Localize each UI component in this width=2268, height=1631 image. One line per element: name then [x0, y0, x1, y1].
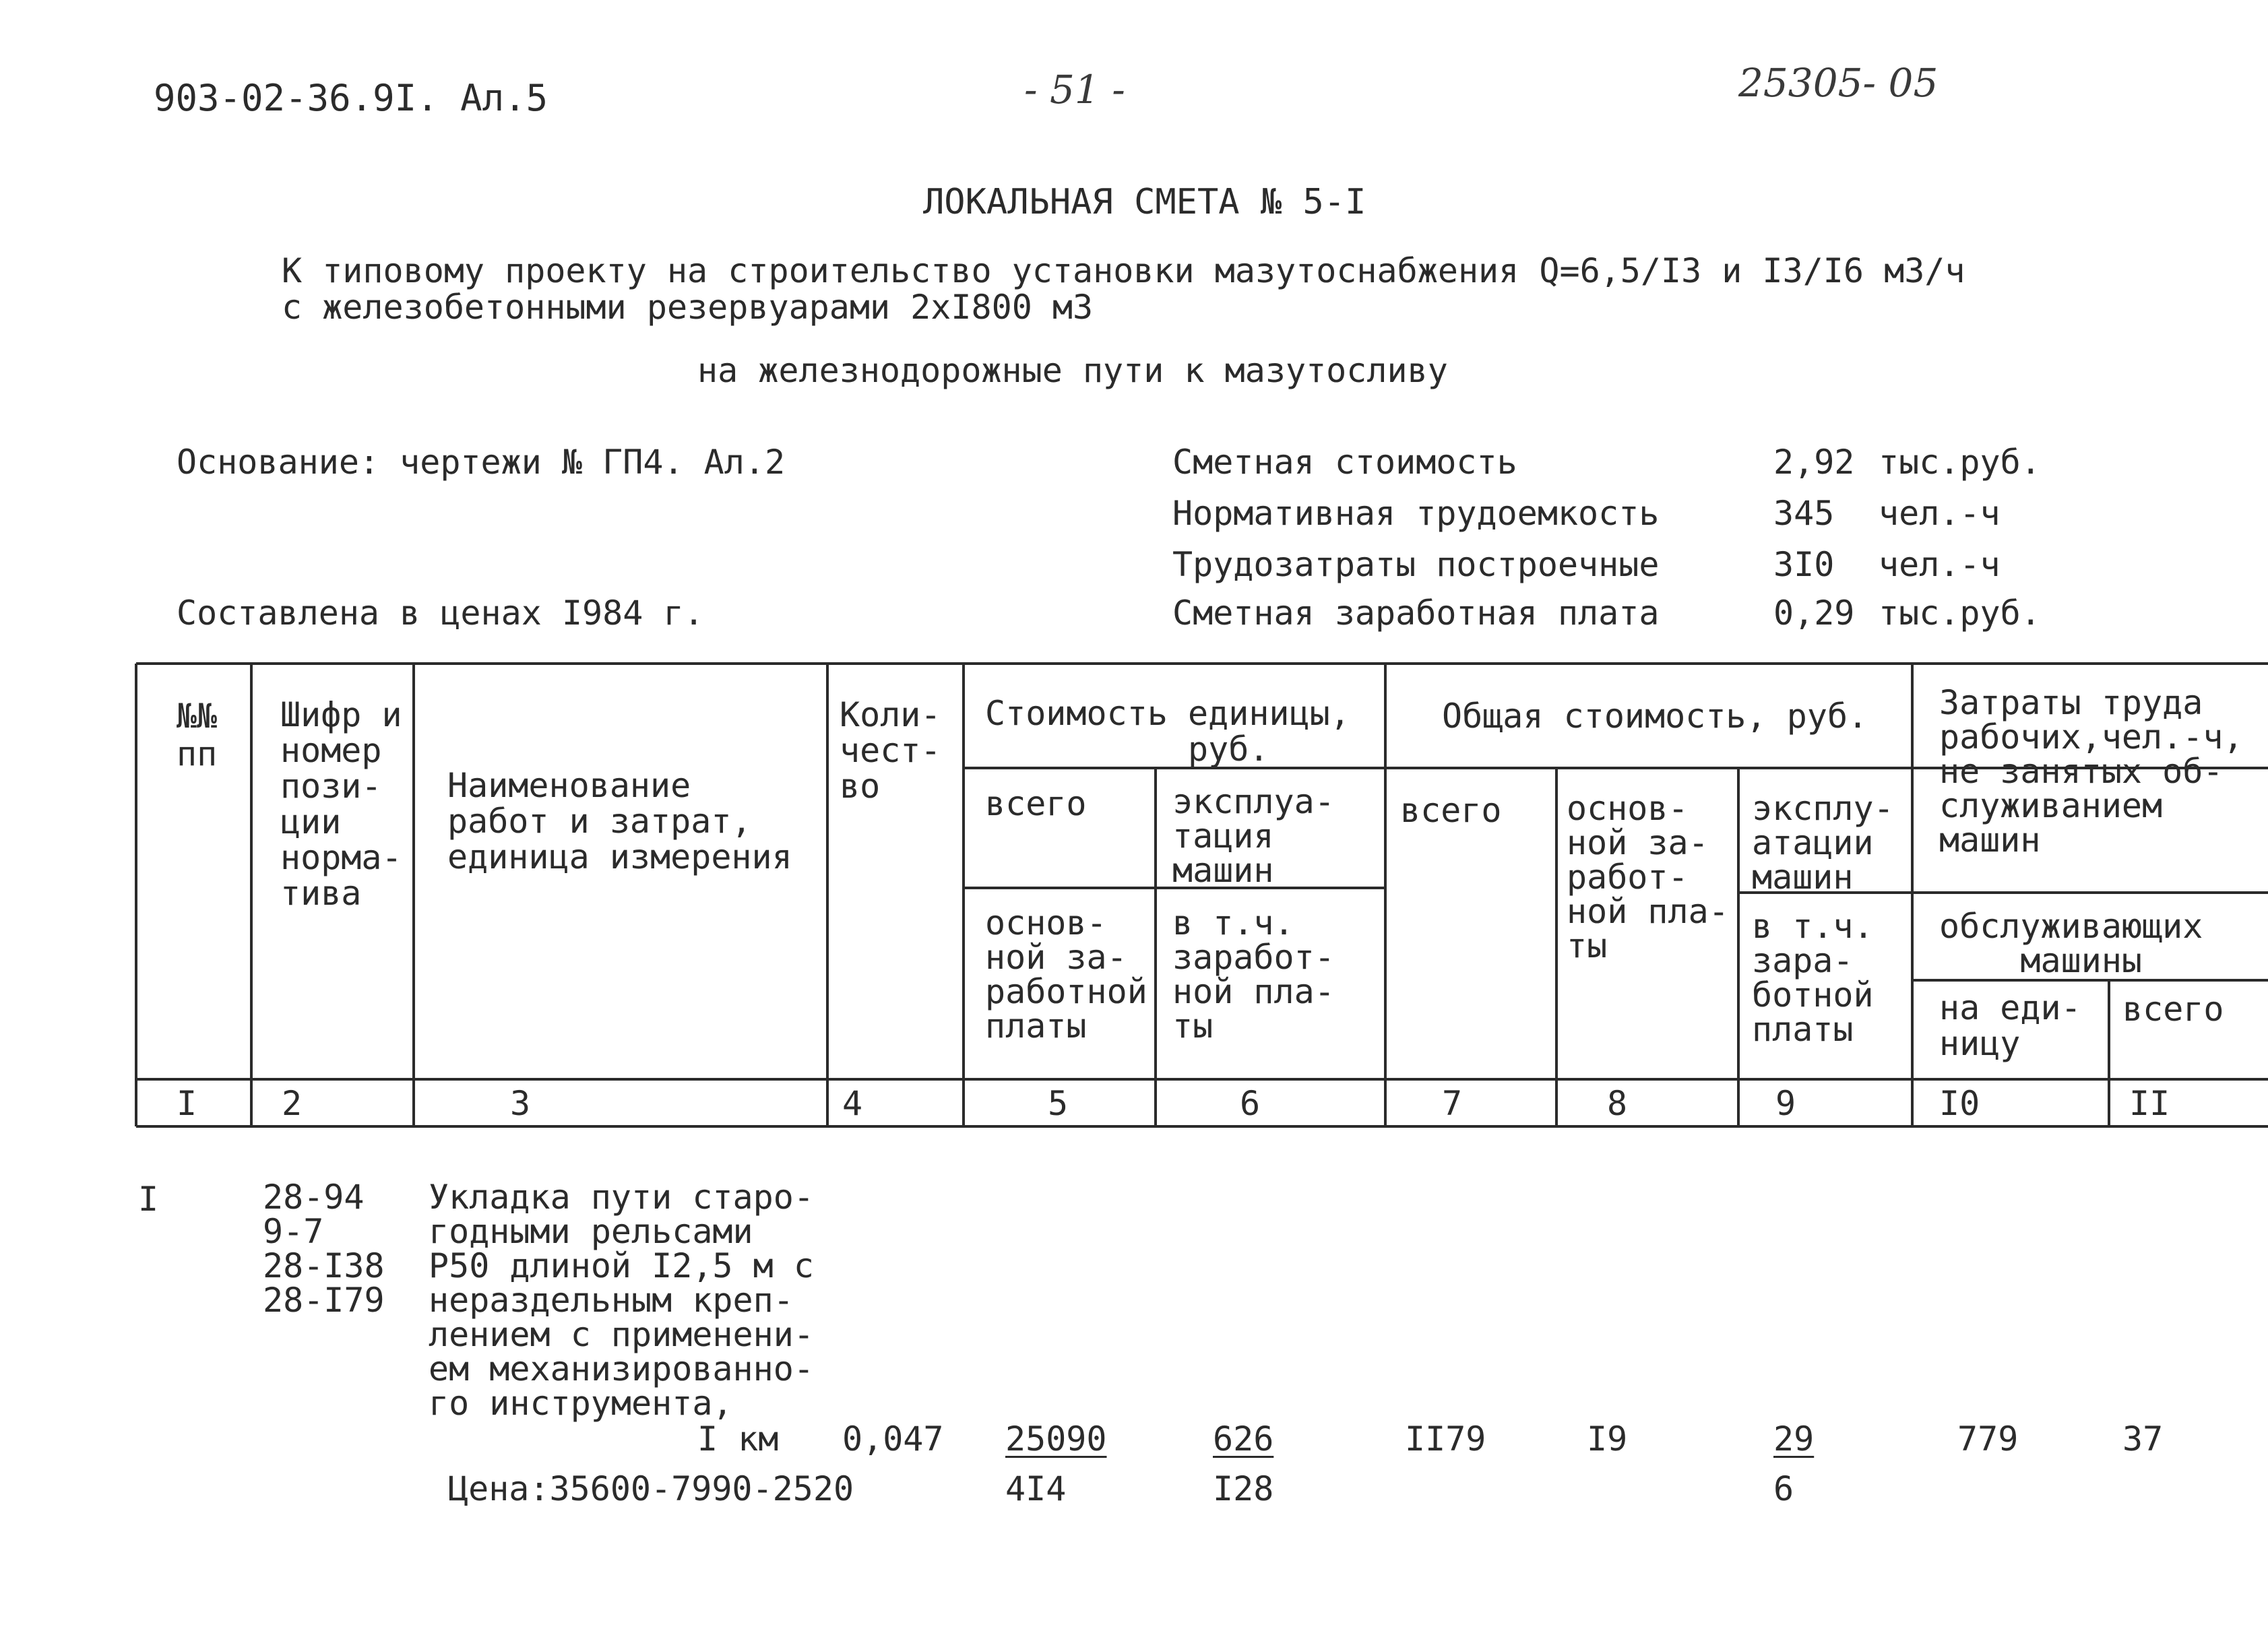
- header-labor: Затраты труда рабочих,чел.-ч, не занятых об- служиванием машин: [1939, 683, 2244, 860]
- archive-number: 25305- 05: [1738, 60, 1939, 106]
- info-label-cost: Сметная стоимость: [1172, 443, 1517, 482]
- subtitle-line-1: К типовому проекту на строительство установки мазутоснабжения Q=6,5/I3 и I3/I6 м3/ч: [282, 251, 1965, 290]
- info-label-site-labor: Трудозатраты построечные: [1172, 545, 1660, 584]
- column-number: 3: [510, 1084, 531, 1123]
- row-labor-per-unit: 779: [1957, 1419, 2019, 1459]
- row-number: I: [138, 1180, 159, 1219]
- info-unit-cost: тыс.руб.: [1879, 443, 2041, 482]
- subtitle-line-2: с железобетонными резервуарами 2хI800 м3: [282, 288, 1094, 327]
- row-total-machines: 29: [1773, 1419, 1815, 1459]
- column-number: 2: [282, 1084, 303, 1123]
- header-name: Наименование работ и затрат, единица измерения: [447, 766, 792, 876]
- info-label-norm-labor: Нормативная трудоемкость: [1172, 494, 1660, 533]
- header-unit-cost: Стоимость единицы, руб.: [985, 694, 1350, 769]
- header-labor-machines: обслуживающих машины: [1939, 907, 2203, 980]
- row-codes: 28-94 9-7 28-I38 28-I79: [263, 1178, 385, 1320]
- basis-text: Основание: чертежи № ГП4. Ал.2: [177, 443, 786, 482]
- row-total-cost: II79: [1405, 1419, 1486, 1459]
- row-total-machine-wages: 6: [1773, 1469, 1794, 1508]
- info-label-wages: Сметная заработная плата: [1172, 594, 1660, 633]
- info-value-cost: 2,92: [1773, 443, 1855, 482]
- row-price-note: Цена:35600-7990-2520: [448, 1469, 854, 1508]
- header-quantity: Коли- чест- во: [840, 695, 941, 806]
- row-quantity: 0,047: [842, 1419, 944, 1459]
- info-unit-site-labor: чел.-ч: [1879, 545, 2001, 584]
- object-name: на железнодорожные пути к мазутосливу: [697, 351, 1448, 390]
- row-total-wages: I9: [1587, 1419, 1628, 1459]
- info-value-wages: 0,29: [1773, 594, 1855, 633]
- estimate-title: ЛОКАЛЬНАЯ СМЕТА № 5-I: [923, 182, 1366, 222]
- document-code: 903-02-36.9I. Ал.5: [154, 77, 548, 119]
- column-number: 6: [1240, 1084, 1261, 1123]
- row-unit-cost-wages: 4I4: [1005, 1469, 1067, 1508]
- info-value-norm-labor: 345: [1773, 494, 1835, 533]
- page-number: - 51 -: [1024, 67, 1125, 113]
- info-unit-wages: тыс.руб.: [1879, 594, 2041, 633]
- prices-text: Составлена в ценах I984 г.: [177, 594, 704, 633]
- header-unit-wages: основ- ной за- работной платы: [985, 903, 1147, 1046]
- column-number: 5: [1048, 1084, 1069, 1123]
- row-work-name: Укладка пути старо- годными рельсами Р50 длиной I2,5 м с нераздельным креп- лением с применени- ем механизированно- го инструмента,: [429, 1178, 814, 1423]
- header-total-cost: Общая стоимость, руб.: [1442, 697, 1868, 736]
- column-number: II: [2129, 1084, 2170, 1123]
- header-labor-per-unit: на еди- ницу: [1939, 988, 2081, 1063]
- header-unit-machines: эксплуа- тация машин: [1172, 782, 1335, 890]
- header-total-wages: основ- ной за- работ- ной пла- ты: [1567, 789, 1729, 965]
- column-number: 9: [1775, 1084, 1796, 1123]
- column-number: I0: [1939, 1084, 1980, 1123]
- row-labor-total: 37: [2122, 1419, 2164, 1459]
- row-unit: I км: [697, 1419, 779, 1459]
- column-number: I: [177, 1084, 197, 1123]
- header-unit-machine-wages: в т.ч. заработ- ной пла- ты: [1172, 903, 1335, 1046]
- header-total-all: всего: [1400, 791, 1502, 830]
- header-labor-total: всего: [2122, 990, 2224, 1029]
- header-unit-total: всего: [985, 784, 1087, 823]
- row-unit-cost-machines: 626: [1213, 1419, 1274, 1459]
- row-unit-cost-total: 25090: [1005, 1419, 1107, 1459]
- info-value-site-labor: 3I0: [1773, 545, 1835, 584]
- header-row-number: №№ пп: [177, 697, 218, 773]
- column-number: 7: [1442, 1084, 1463, 1123]
- header-code: Шифр и номер пози- ции норма- тива: [280, 695, 402, 913]
- column-number: 4: [842, 1084, 863, 1123]
- header-total-machines: эксплу- атации машин: [1752, 789, 1894, 897]
- info-unit-norm-labor: чел.-ч: [1879, 494, 2001, 533]
- column-number: 8: [1607, 1084, 1628, 1123]
- row-unit-cost-machine-wages: I28: [1213, 1469, 1274, 1508]
- header-total-machine-wages: в т.ч. зара- ботной платы: [1752, 907, 1874, 1049]
